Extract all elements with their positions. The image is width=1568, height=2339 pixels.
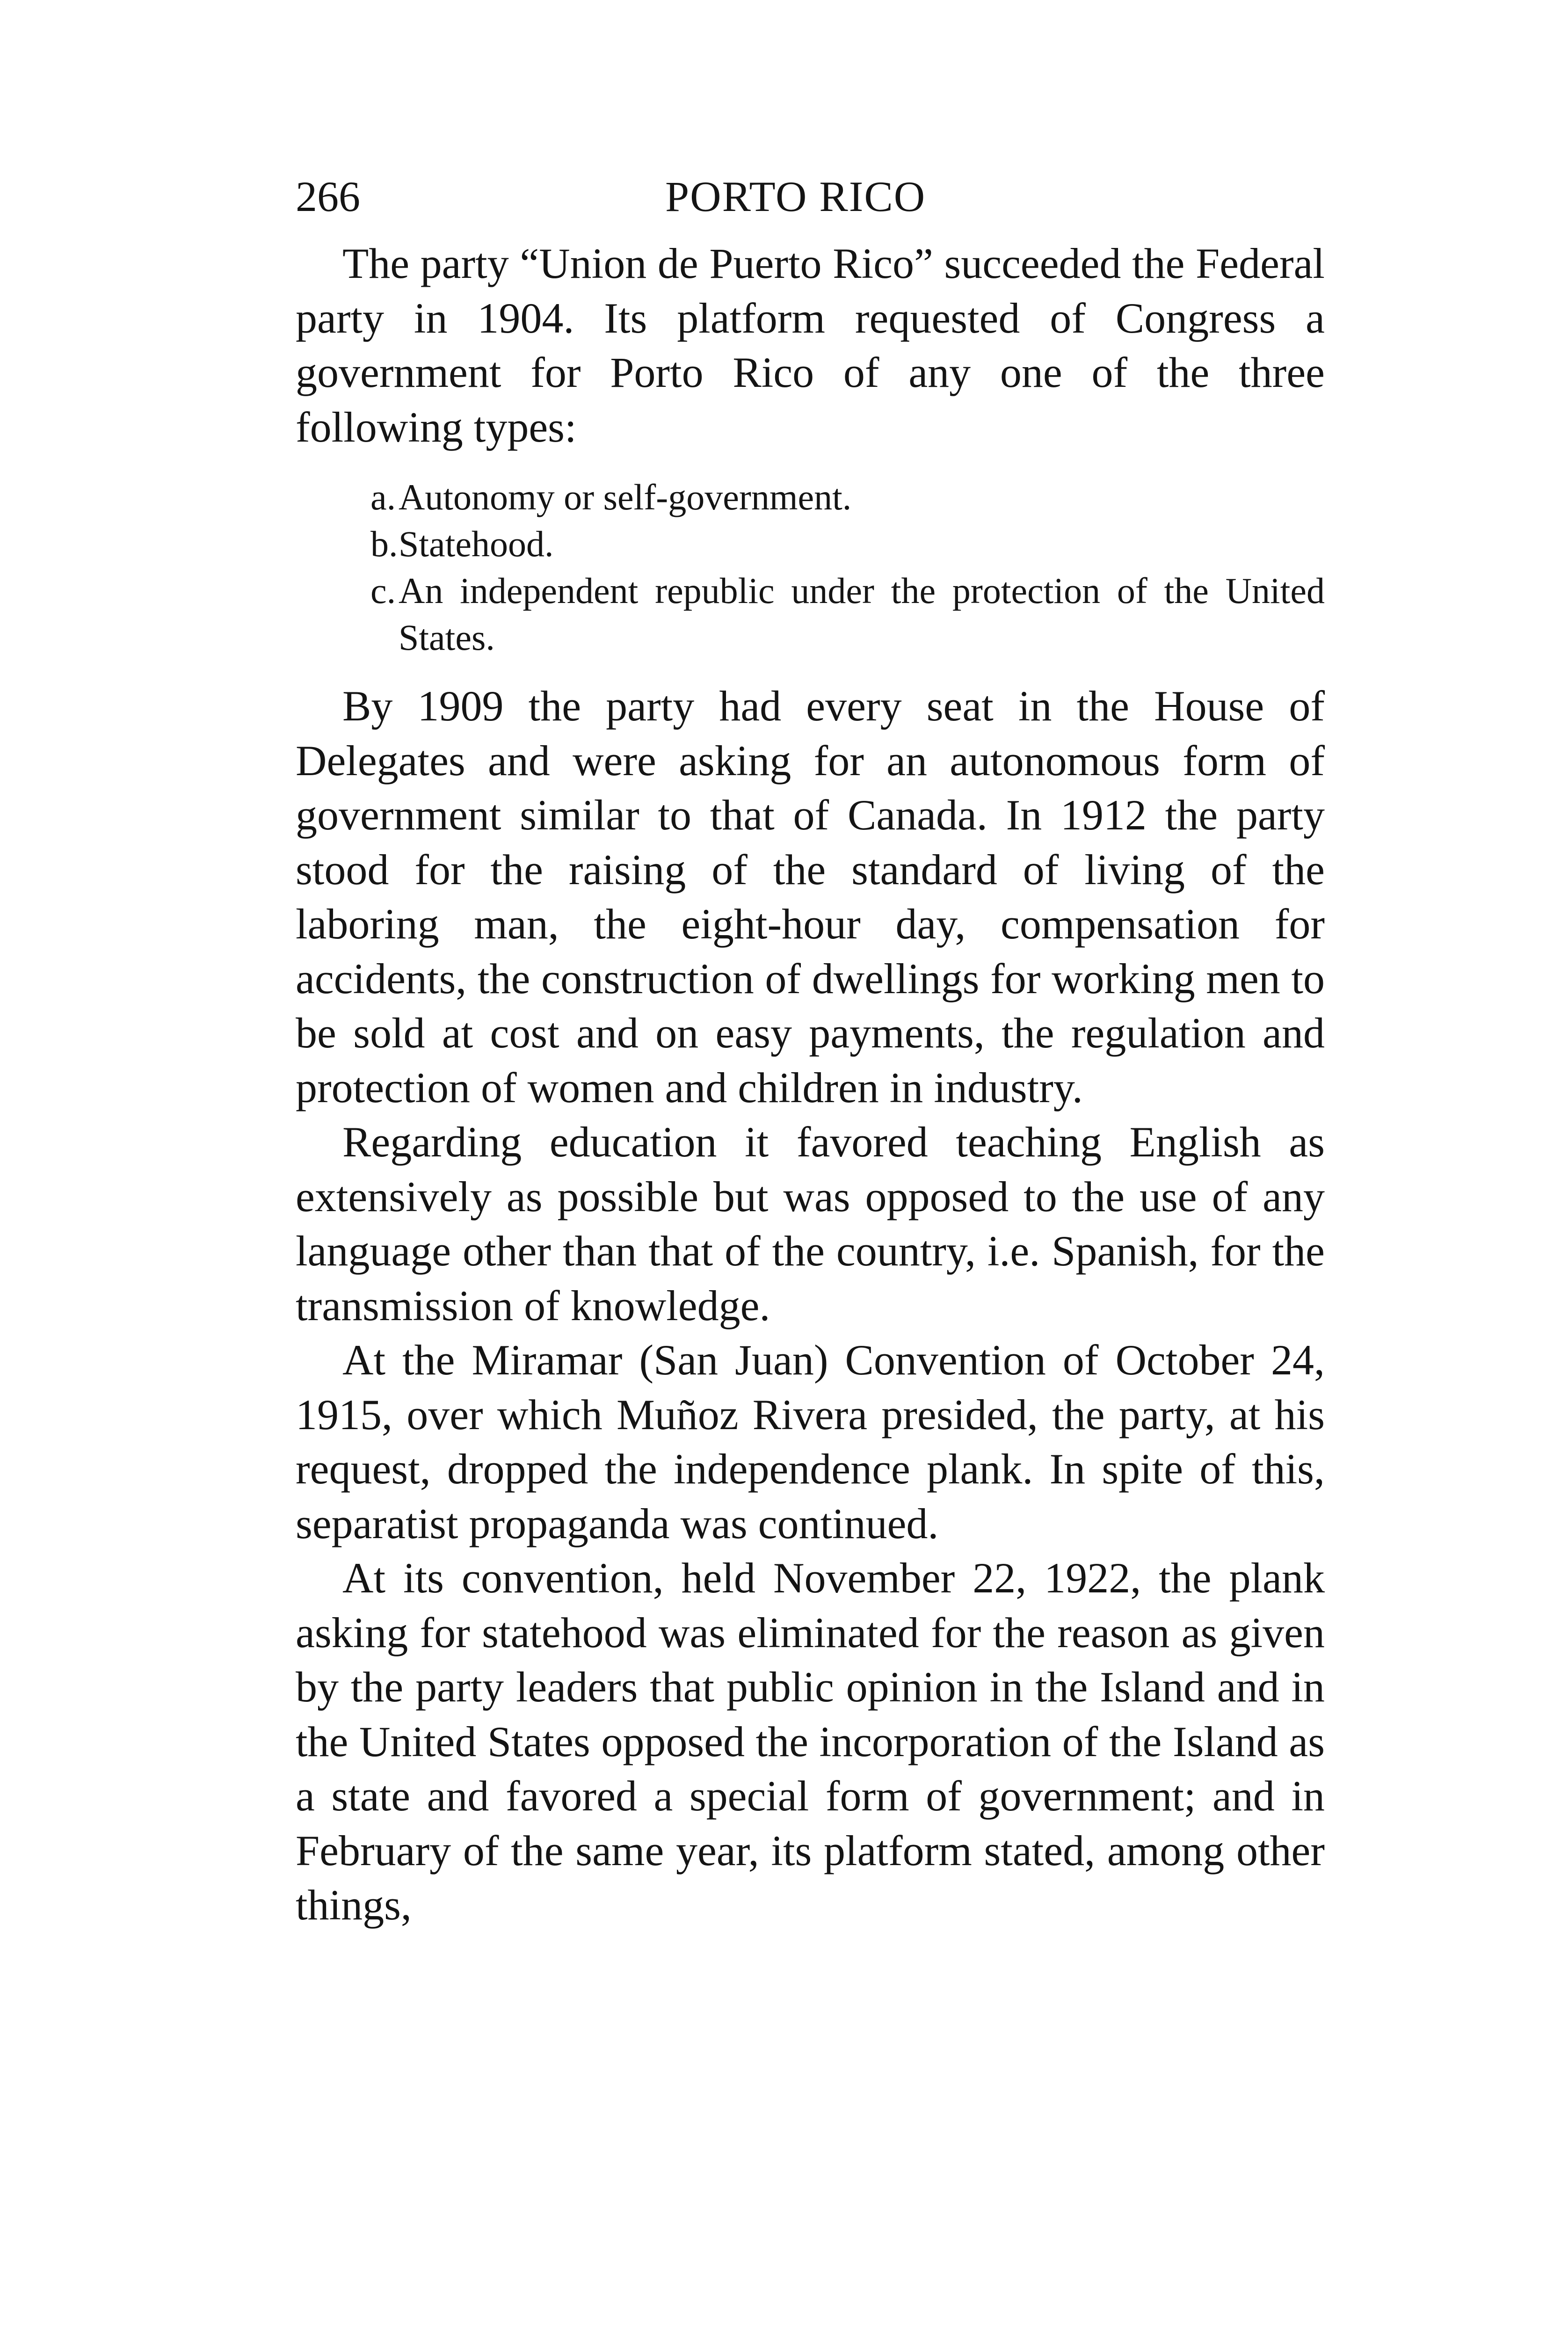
list-item-text: Autonomy or self-government.	[399, 477, 852, 517]
government-types-list	[296, 474, 1325, 661]
list-item-text: An independent republic under the protection of the United States.	[399, 570, 1325, 658]
list-item	[296, 567, 1325, 661]
paragraph-education: Regarding education it favored teaching English as extensively as possible but was opposed to the use of any language other than that of the country, i.e. Spanish, for the transmission of knowledge.	[296, 1118, 1325, 1329]
list-marker: b.	[370, 523, 398, 564]
page-header	[296, 168, 1325, 225]
paragraph-1909: By 1909 the party had every seat in the House of Delegates and were asking for an autonomous form of government similar to that of Canada. In 1912 the party stood for the raising of the standard of living of the laboring man, the eight-hour day, compensation for accidents, the construction of dwellings for working men to be sold at cost and on easy payments, the regulation and protection of women and children in industry.	[296, 682, 1325, 1111]
running-title: PORTO RICO	[665, 173, 926, 220]
body-text	[296, 236, 1325, 1932]
list-item	[296, 474, 1325, 521]
list-marker: a.	[370, 477, 396, 517]
paragraph-miramar-convention: At the Miramar (San Juan) Convention of October 24, 1915, over which Muñoz Rivera presided, the party, at his request, dropped the independence plank. In spite of this, separatist propaganda was continued.	[296, 1336, 1325, 1547]
list-item	[296, 521, 1325, 567]
page-number: 266	[296, 173, 360, 220]
list-marker: c.	[370, 570, 396, 611]
paragraph-1922-convention: At its convention, held November 22, 1922, the plank asking for statehood was eliminated for the reason as given by the party leaders that public opinion in the Island and in the United States opposed the incorporation of the Island as a state and favored a special form of government; and in February of the same year, its platform stated, among other things,	[296, 1554, 1325, 1929]
list-item-text: Statehood.	[399, 523, 554, 564]
intro-paragraph: The party “Union de Puerto Rico” succeeded the Federal party in 1904. Its platform requested of Congress a government for Porto Rico of any one of the three following types:	[296, 240, 1325, 451]
